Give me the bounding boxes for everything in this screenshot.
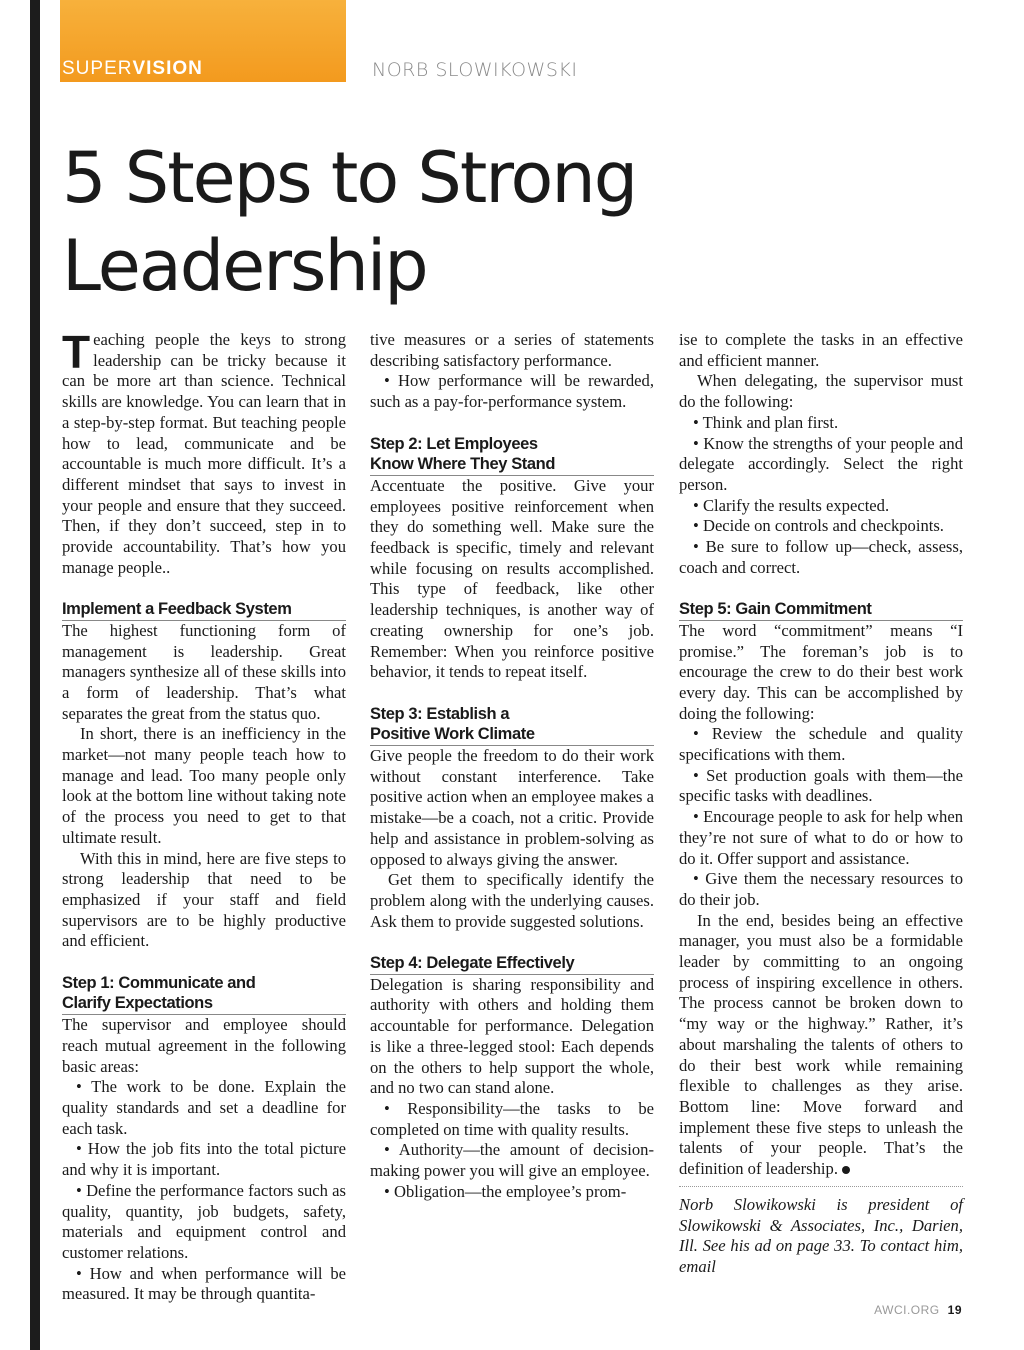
- step2-paragraph: Accentuate the positive. Give your employees positive reinforcement when they do something well. Make sure the feedback is specific, timely and relevant while focusing on results accomplished. This type of feedback, like other leadership techniques, is another way of creating ownership for one’s job. Remember: When you reinforce positive behavior, it tends to repeat itself.: [370, 475, 654, 682]
- footer-site: AWCI.ORG: [874, 1303, 940, 1317]
- delegating-bullet-4: • Decide on controls and checkpoints.: [693, 516, 944, 536]
- step1-bullet-4: • How and when performance will be measured. It may be through quantita-: [62, 1263, 346, 1304]
- step4-continued: ise to complete the tasks in an effective and efficient manner.: [679, 330, 963, 370]
- step5-heading: Step 5: Gain Commitment: [679, 599, 963, 621]
- step2-heading: Step 2: Let Employees Know Where They Stand: [370, 434, 654, 476]
- delegating-bullet-2: • Know the strengths of your people and delegate accordingly. Select the right person.: [679, 433, 963, 494]
- step5-paragraph-1: The word “commitment” means “I promise.” The foreman’s job is to encourage the crew to do their best work every day. This can be accomplished by doing the following:: [679, 620, 963, 723]
- step1-bullet-2: • How the job fits into the total picture and why it is important.: [62, 1139, 346, 1180]
- step5-bullet-3: • Encourage people to ask for help when they’re not sure of what to do or how to do it. Offer support and assistance.: [679, 807, 963, 868]
- author-bio: Norb Slowikowski is president of Slowikowski & Associates, Inc., Darien, Ill. See his ad on page 33. To contact him, email: [679, 1194, 963, 1276]
- author-byline: NORB SLOWIKOWSKI: [372, 59, 578, 81]
- step1-paragraph: The supervisor and employee should reach mutual agreement in the following basic areas:: [62, 1015, 346, 1076]
- feedback-paragraph-1: The highest functioning form of management is leadership. Great managers synthesize all of these skills into a form of leadership. That’s what separates the great from the status quo.: [62, 620, 346, 723]
- step3-paragraph-2: Get them to specifically identify the problem along with the underlying causes. Ask them to provide suggested solutions.: [370, 870, 654, 931]
- column-2: [370, 330, 654, 1202]
- step5-bullet-2: • Set production goals with them—the specific tasks with deadlines.: [679, 765, 963, 806]
- intro-paragraph: Teaching people the keys to strong leadership can be tricky because it can be more art than science. Technical skills are knowledge. You can learn that in a step-by-step format. But teaching people how to lead, communicate and be accountable is much more difficult. It’s a different mindset that says to invest in your people and ensure that they succeed. Then, if they don’t succeed, step in to provide accountability. That’s how you manage people..: [62, 326, 346, 577]
- step4-bullet-3: • Obligation—the employee’s prom-: [384, 1181, 627, 1201]
- step1-bullet-5: • How performance will be rewarded, such as a pay-for-performance system.: [370, 371, 654, 412]
- step1-bullet-1: • The work to be done. Explain the quality standards and set a deadline for each task.: [62, 1077, 346, 1138]
- drop-cap: T: [62, 326, 91, 378]
- step1-continued: tive measures or a series of statements describing satisfactory performance.: [370, 330, 654, 370]
- delegating-bullet-3: • Clarify the results expected.: [693, 495, 890, 515]
- title-line-2: Leadership: [62, 225, 427, 307]
- delegating-bullet-1: • Think and plan first.: [693, 412, 839, 432]
- step5-bullet-1: • Review the schedule and quality specifications with them.: [679, 724, 963, 765]
- delegating-bullet-5: • Be sure to follow up—check, assess, coach and correct.: [679, 537, 963, 577]
- bio-divider: [679, 1186, 963, 1187]
- column-3: [679, 330, 963, 1278]
- delegating-paragraph: When delegating, the supervisor must do the following:: [679, 371, 963, 412]
- step4-paragraph: Delegation is sharing responsibility and authority with others and holding them accountable for performance. Delegation is like a three-legged stool: Each depends on the others to help support the whole, and no two can stand alone.: [370, 974, 654, 1098]
- conclusion-paragraph: In the end, besides being an effective manager, you must also be a formidable leader by committing to an ongoing process of inspiring excellence in others. The process cannot be broken down to “my way or the highway.” Rather, it’s about marshaling the talents of others to do their best work while remaining flexible to challenges as they arise. Bottom line: Move forward and implement these five steps to unleash the talents of your people. That’s the definition of leadership.: [679, 910, 963, 1179]
- step4-heading: Step 4: Delegate Effectively: [370, 953, 654, 975]
- page-number: 19: [947, 1303, 962, 1317]
- step4-bullet-2: • Authority—the amount of decision-making power you will give an employee.: [370, 1140, 654, 1181]
- step3-paragraph-1: Give people the freedom to do their work without constant interference. Take positive action when an employee makes a mistake—be a coach, not a critic. Provide help and assistance in problem-solving as opposed to always giving the answer.: [370, 746, 654, 869]
- page-spine-bar: [30, 0, 40, 1350]
- feedback-heading: Implement a Feedback System: [62, 599, 346, 621]
- step3-heading: Step 3: Establish a Positive Work Climate: [370, 704, 654, 746]
- end-mark-icon: [842, 1166, 850, 1174]
- article-title: [62, 134, 862, 310]
- section-label: SUPERVISION: [62, 58, 203, 79]
- step1-heading: Step 1: Communicate and Clarify Expectations: [62, 973, 346, 1015]
- page-footer: [874, 1303, 962, 1317]
- step4-bullet-1: • Responsibility—the tasks to be completed on time with quality results.: [370, 1098, 654, 1139]
- step1-bullet-3: • Define the performance factors such as quality, quantity, job budgets, safety, materials and equipment control and customer relations.: [62, 1180, 346, 1262]
- column-1: [62, 326, 346, 1305]
- feedback-paragraph-2: In short, there is an inefficiency in the market—not many people teach how to manage and lead. Too many people only look at the bottom line without taking note of the process you need to get to that ultimate result.: [62, 724, 346, 847]
- step5-bullet-4: • Give them the necessary resources to do their job.: [679, 869, 963, 909]
- title-line-1: 5 Steps to Strong: [62, 137, 637, 219]
- feedback-paragraph-3: With this in mind, here are five steps to strong leadership that need to be emphasized if your staff and field supervisors are to be highly productive and efficient.: [62, 848, 346, 951]
